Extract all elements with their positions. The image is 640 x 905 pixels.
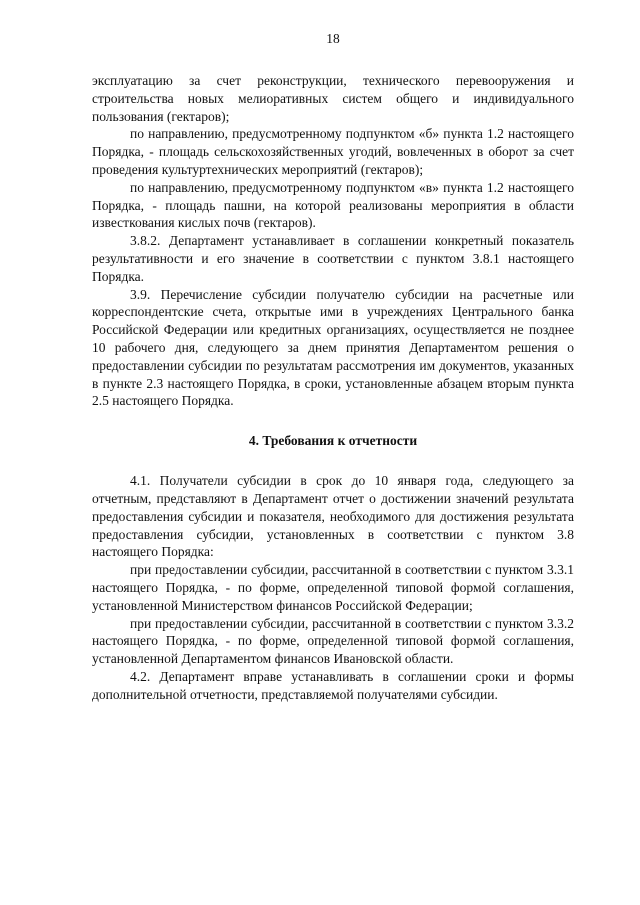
paragraph-direction-v: по направлению, предусмотренному подпунктом «в» пункта 1.2 настоящего Порядка, - площадь пашни, на которой реализованы мероприятия в области известкования кислых почв (гектаров).: [92, 179, 574, 231]
document-page: [92, 30, 574, 704]
paragraph-4-1-ministry-form: при предоставлении субсидии, рассчитанной в соответствии с пунктом 3.3.1 настоящего Порядка, - по форме, определенной типовой формой соглашения, установленной Министерством финансов Российской Федерации;: [92, 562, 574, 613]
paragraph-meliorative-continuation: эксплуатацию за счет реконструкции, технического перевооружения и строительства новых мелиоративных систем общего и индивидуального пользования (гектаров);: [92, 73, 574, 124]
paragraph-4-1: 4.1. Получатели субсидии в срок до 10 января года, следующего за отчетным, представляют в Департамент отчет о достижении значений результата предоставления субсидии и показателя, необходимого для достижения результата предоставления субсидии, установленных в соответствии с пунктом 3.8 настоящего Порядка:: [92, 473, 574, 560]
paragraph-4-1-department-form: при предоставлении субсидии, рассчитанной в соответствии с пунктом 3.3.2 настоящего Порядка, - по форме, определенной типовой формой соглашения, установленной Департаментом финансов Ивановской области.: [92, 615, 574, 667]
page-number: 18: [326, 31, 340, 46]
paragraph-3-9: 3.9. Перечисление субсидии получателю субсидии на расчетные или корреспондентские счета, открытые ими в учреждениях Центрального банка Российской Федерации или кредитных организациях, осуществляется не позднее 10 рабочего дня, следующего за днем принятия Департаментом решения о предоставлении субсидии по результатам рассмотрения им документов, указанных в пункте 2.3 настоящего Порядка, в сроки, установленные абзацем вторым пункта 2.5 настоящего Порядка.: [92, 286, 574, 409]
paragraph-3-8-2: 3.8.2. Департамент устанавливает в соглашении конкретный показатель результативности и его значение в соответствии с пунктом 3.8.1 настоящего Порядка.: [92, 233, 574, 284]
paragraph-direction-b: по направлению, предусмотренному подпунктом «б» пункта 1.2 настоящего Порядка, - площадь сельскохозяйственных угодий, вовлеченных в оборот за счет проведения культуртехнических мероприятий (гектаров);: [92, 126, 574, 177]
section-heading-reporting: 4. Требования к отчетности: [248, 433, 418, 449]
paragraph-4-2: 4.2. Департамент вправе устанавливать в соглашении сроки и формы дополнительной отчетности, представляемой получателями субсидии.: [92, 668, 574, 702]
